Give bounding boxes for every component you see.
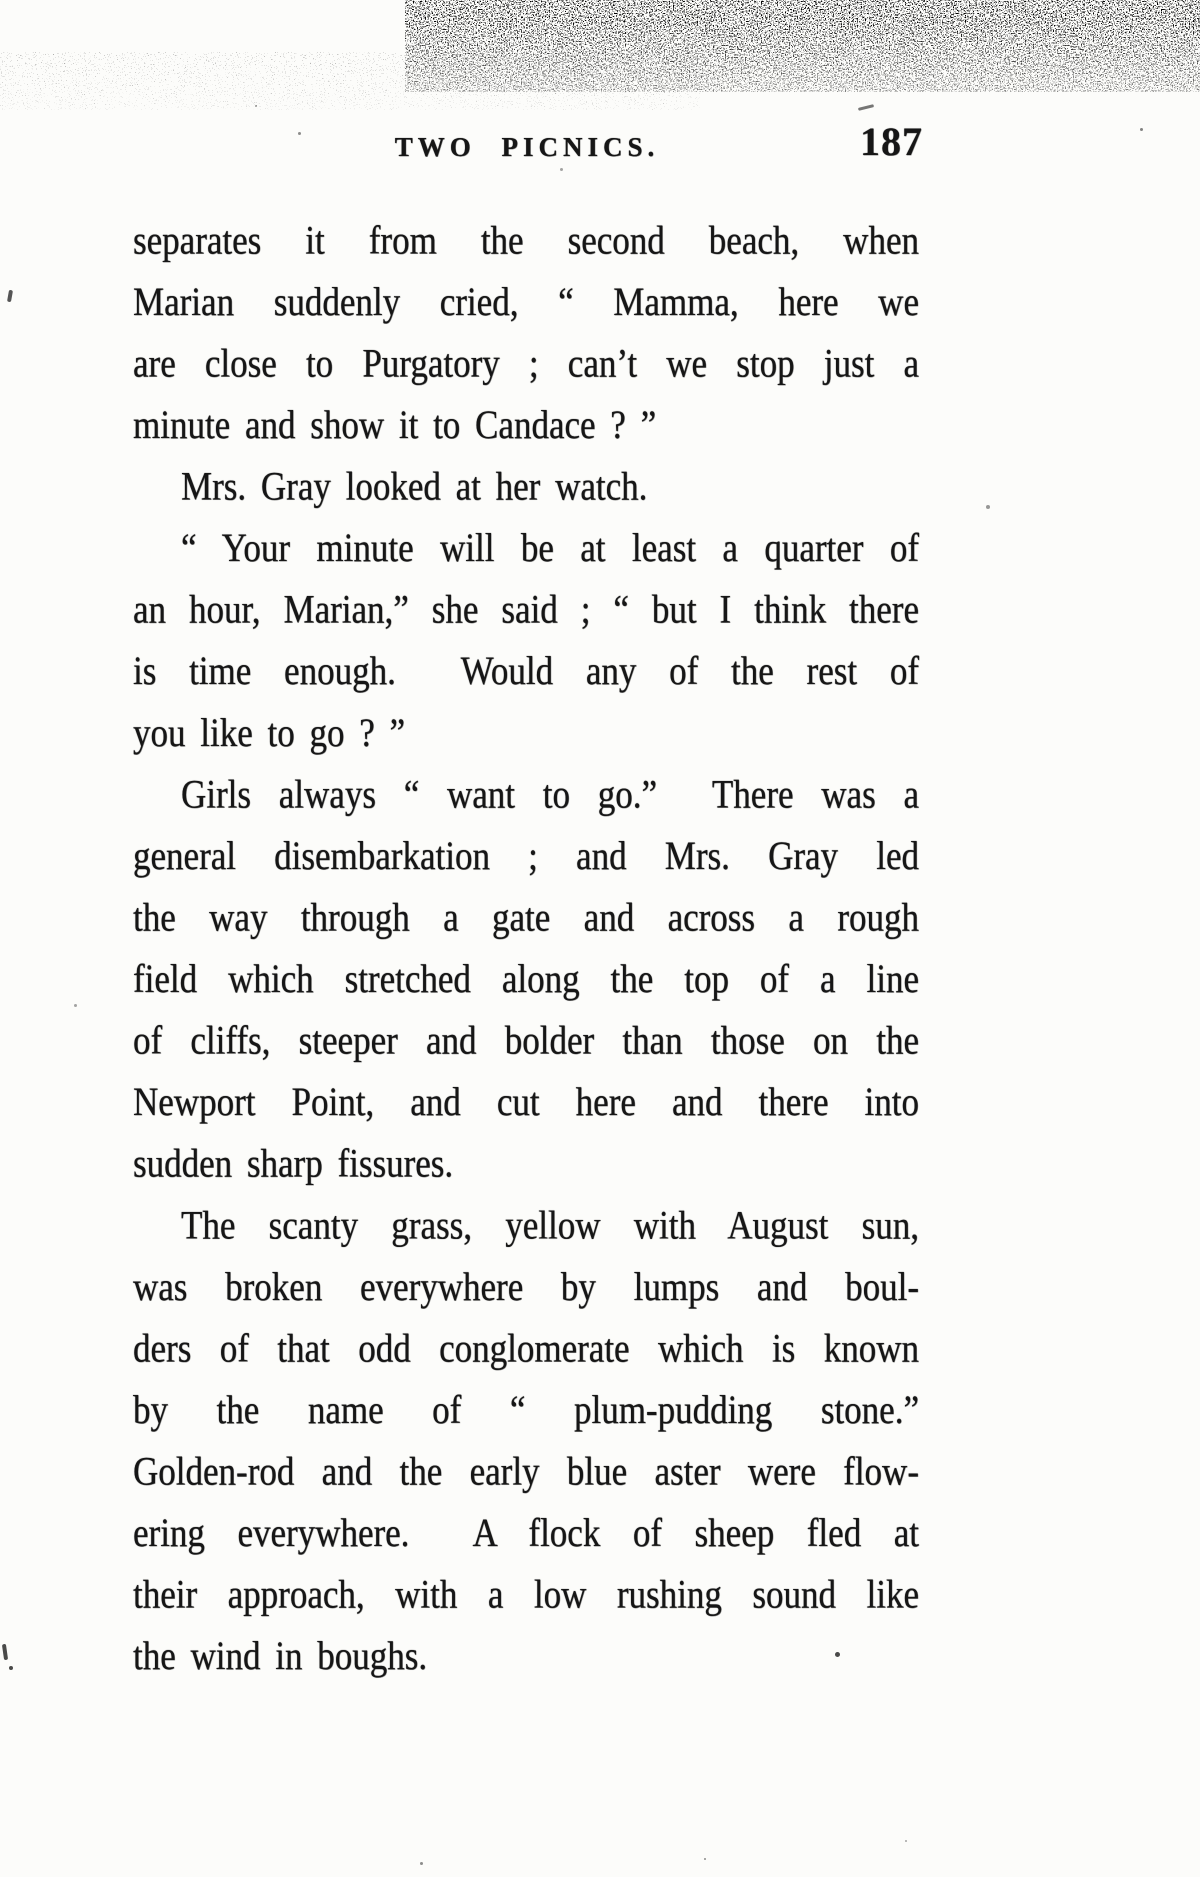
scan-artifact — [835, 1652, 840, 1657]
text-line: ering everywhere. A flock of sheep fled at — [133, 1510, 919, 1556]
text-line: is time enough. Would any of the rest of — [133, 648, 919, 694]
scan-artifact — [298, 132, 301, 135]
text-line: field which stretched along the top of a line — [133, 956, 919, 1002]
scan-artifact — [2, 1644, 8, 1660]
text-line: of cliffs, steeper and bolder than those on the — [133, 1018, 919, 1063]
text-line: “ Your minute will be at least a quarter of — [181, 525, 919, 571]
text-line: Girls always “ want to go.” There was a — [181, 772, 919, 817]
scan-artifact — [560, 168, 563, 171]
text-line: Marian suddenly cried, “ Mamma, here we — [133, 279, 919, 324]
text-line: Newport Point, and cut here and there into — [133, 1079, 919, 1125]
body-text — [133, 210, 919, 1687]
text-line: general disembarkation ; and Mrs. Gray led — [133, 833, 919, 879]
scan-artifact — [9, 1666, 13, 1670]
scan-artifact — [986, 505, 990, 509]
text-line: by the name of “ plum-pudding stone.” — [133, 1387, 919, 1433]
paragraph — [133, 764, 919, 1195]
text-line: are close to Purgatory ; can’t we stop just a — [133, 341, 919, 386]
running-title: TWO PICNICS. — [394, 132, 660, 162]
scan-artifact — [1140, 128, 1143, 131]
scan-artifact — [420, 1862, 423, 1865]
text-line: the wind in boughs. — [133, 1633, 428, 1679]
text-line: Mrs. Gray looked at her watch. — [181, 464, 648, 509]
paragraph — [133, 210, 919, 456]
text-line: you like to go ? ” — [133, 710, 406, 755]
text-line: their approach, with a low rushing sound like — [133, 1572, 919, 1617]
paragraph — [133, 1195, 919, 1687]
page-number: 187 — [860, 119, 923, 164]
text-line: separates it from the second beach, when — [133, 217, 919, 263]
text-line: the way through a gate and across a rough — [133, 895, 919, 940]
scan-artifact — [7, 290, 13, 303]
page-header — [133, 118, 921, 174]
text-line: Golden-rod and the early blue aster were flow- — [133, 1449, 919, 1494]
scan-artifact — [704, 1858, 706, 1860]
scan-artifact — [905, 1840, 907, 1842]
text-line: an hour, Marian,” she said ; “ but I think there — [133, 587, 919, 632]
text-line: sudden sharp fissures. — [133, 1141, 454, 1186]
paragraph — [133, 456, 919, 518]
paragraph — [133, 518, 919, 764]
text-line: ders of that odd conglomerate which is known — [133, 1326, 919, 1371]
scan-artifact — [255, 105, 257, 107]
text-line: was broken everywhere by lumps and boul- — [133, 1264, 919, 1309]
text-line: The scanty grass, yellow with August sun, — [181, 1202, 919, 1248]
scan-artifact — [74, 1004, 77, 1007]
text-line: minute and show it to Candace ? ” — [133, 402, 657, 448]
